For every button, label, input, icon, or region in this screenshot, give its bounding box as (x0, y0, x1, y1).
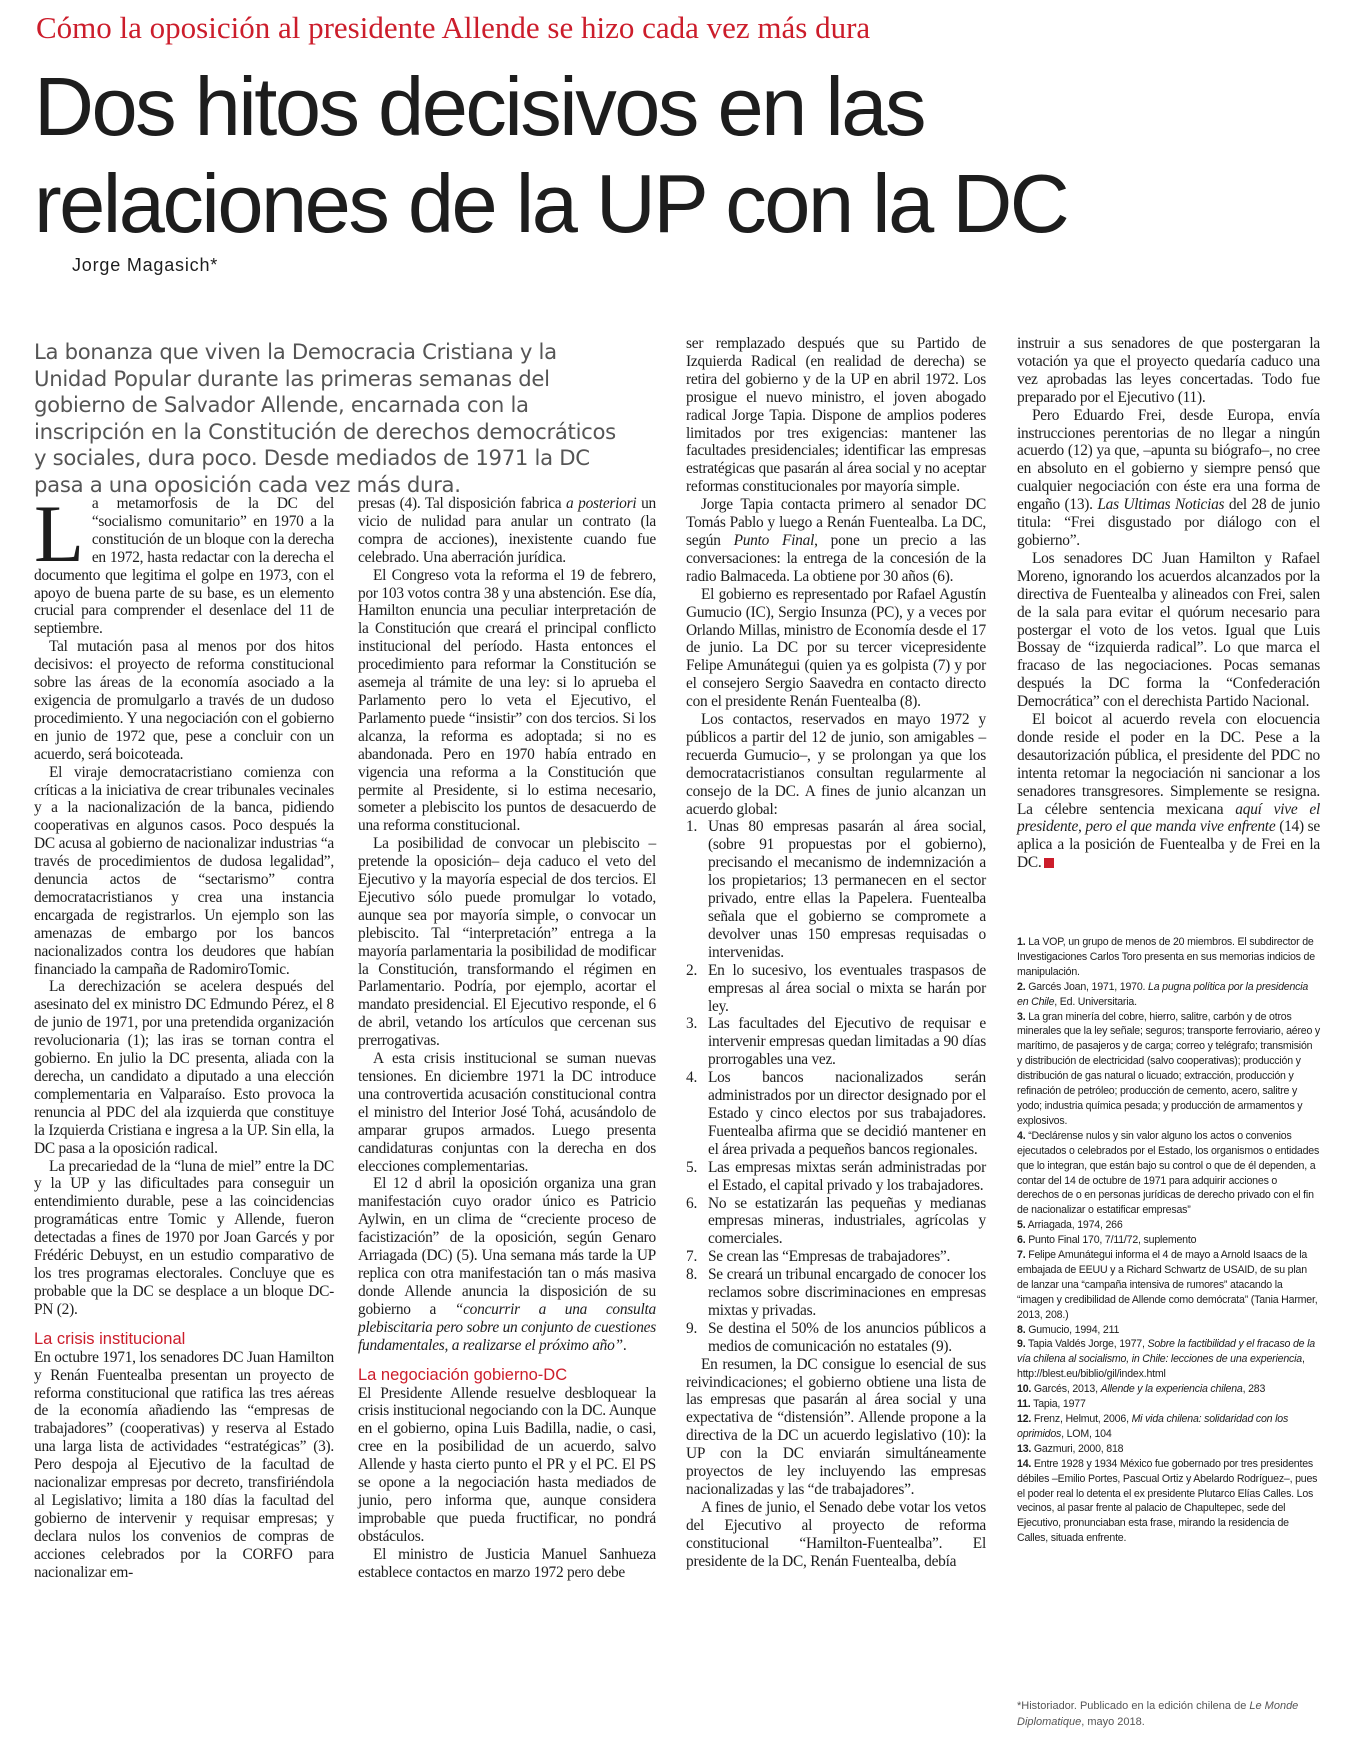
col2-p2: El Congreso vota la reforma el 19 de febrero, por 103 votos contra 38 y una abstención. Ese día, Hamilton enuncia una peculiar interpretación de la Constitución que creará el principal conflicto institucional del período. Hasta entonces el procedimiento para reformar la Constitución se asemeja al trámite de una ley: si lo aprueba el Parlamento pero lo veta el Ejecutivo, el Parlamento puede “insistir” con dos tercios. Si los alcanza, la reforma es adoptada; si no es abandonada. Pero en 1970 había entrado en vigencia una reforma a la Constitución que permite al Presidente, si lo estima necesario, someter a plebiscito los puntos de desacuerdo de una reforma constitucional. (358, 566, 656, 835)
footnote: 3. La gran minería del cobre, hierro, salitre, carbón y de otros minerales que la ley señale; seguros; transporte ferroviario, aéreo y marítimo, de pasajeros y de carga; correo y telégrafo; transmisión y distribución de electricidad (salvo cooperativas); producción y distribución de gas natural o licuado; extracción, producción y refinación de petróleo; producción de cemento, acero, salitre y yodo; industria química pesada; y producción de armamentos y explosivos. (1017, 1010, 1320, 1127)
lede: La bonanza que viven la Democracia Cristiana y la Unidad Popular durante las primeras semanas del gobierno de Salvador Allende, encarnada con la inscripción en la Constitución de derechos democráticos y sociales, dura poco. Desde mediados de 1971 la DC pasa a una oposición cada vez más dura. (34, 339, 616, 497)
list-item: 6. No se estatizarán las pequeñas y medianas empresas mineras, industriales, agrícolas y comerciales. (686, 1194, 986, 1248)
footnote: 8. Gumucio, 1994, 211 (1017, 1323, 1120, 1336)
list-item: 2. En lo sucesivo, los eventuales traspasos de empresas al área social o mixta se harán por ley. (686, 961, 986, 1015)
footnote: 5. Arriagada, 1974, 266 (1017, 1219, 1123, 1232)
col3-p1: ser remplazado después que su Partido de Izquierda Radical (en realidad de derecha) se retira del gobierno y de la UP en abril 1972. Los prosigue el nuevo ministro, el joven abogado radical Jorge Tapia. Dispone de amplios poderes limitados por tres exigencias: mantener las facultades presidenciales; identificar las empresas estratégicas que pasarán al área social y no aceptar reformas constitucionales por mayoría simple. (686, 335, 986, 496)
col1-p4: La derechización se acelera después del asesinato del ex ministro DC Edmundo Pérez, el 8 de junio de 1971, por una pretendida organización revolucionaria (1); las iras se tornan contra el gobierno. En julio la DC presenta, aliada con la derecha, un candidato a diputado a una elección complementaria en Valparaíso. Esto provoca la renuncia al PDC del ala izquierda que constituye la Izquierda Cristiana e ingresa a la UP. Sin ella, la DC pasa a la oposición radical. (34, 978, 334, 1157)
byline: Jorge Magasich* (72, 255, 219, 275)
footnote: 10. Garcés, 2013, Allende y la experiencia chilena, 283 (1017, 1383, 1266, 1396)
list-item: 8. Se creará un tribunal encargado de conocer los reclamos sobre discriminaciones en empresas mixtas y privadas. (686, 1266, 986, 1319)
footnote: 9. Tapia Valdés Jorge, 1977, Sobre la factibilidad y el fracaso de la vía chilena al socialismo, in Chile: lecciones de una experiencia, http://blest.eu/biblio/gil/index.html (1017, 1338, 1315, 1381)
column-3 (686, 335, 986, 1571)
list-item: 3. Las facultades del Ejecutivo de requisar e intervenir empresas quedan limitadas a 90 días prorrogables una vez. (686, 1015, 986, 1069)
col4-p1: instruir a sus senadores de que postergaran la votación ya que el proyecto quedaría caduco una vez aprobadas las leyes concertadas. Todo fue preparado por el Ejecutivo (11). (1017, 335, 1320, 406)
footnote: 6. Punto Final 170, 7/11/72, suplemento (1017, 1234, 1197, 1247)
col4-p4: El boicot al acuerdo revela con elocuencia donde reside el poder en la DC. Pese a la desautorización pública, el presidente del PDC no intenta retomar la negociación ni sancionar a los senadores transgresores. Simplemente se resigna. La célebre sentencia mexicana aquí vive el presidente, pero el que manda vive enfrente (14) se aplica a la posición de Fuentealba y de Frei en la DC. (1017, 711, 1320, 872)
col4-p2: Pero Eduardo Frei, desde Europa, envía instrucciones perentorias de no llegar a ningún acuerdo (12) ya que, –apunta su biógrafo–, no cree en absoluto en el gobierno y siempre pensó que cualquier negociación con éste era una forma de engaño (13). Las Ultimas Noticias del 28 de junio titula: “Frei disgustado por diálogo con el gobierno”. (1017, 406, 1320, 549)
col1-p1: La metamorfosis de la DC del “socialismo comunitario” en 1970 a la constitución de un bloque con la derecha en 1972, hasta redactar con la derecha el documento que legitima el golpe en 1973, con el apoyo de buena parte de su base, es un elemento crucial para comprender el desenlace del 11 de septiembre. (34, 488, 334, 638)
col1-p6: En octubre 1971, los senadores DC Juan Hamilton y Renán Fuentealba presentan un proyecto de reforma constitucional que ratifica las tres aéreas de la economía añadiendo las “empresas de trabajadores” (cooperativas) y reserva al Estado una larga lista de actividades “estratégicas” (3). Pero despoja al Ejecutivo de la facultad de nacionalizar empresas por decreto, transfiriéndola al Legislativo; limita a 180 días la facultad del gobierno de intervenir y requisar empresas; y declara nulos los convenios de compras de acciones celebrados por la CORFO para nacionalizar em- (34, 1348, 334, 1581)
headline-line-1: Dos hitos decisivos en las (34, 60, 924, 153)
col2-p1: presas (4). Tal disposición fabrica a posteriori un vicio de nulidad para anular un contrato (la compra de acciones), inexistente cuando fue celebrado. Una aberración jurídica. (358, 495, 656, 566)
headline (34, 58, 1334, 252)
list-item: 7. Se crean las “Empresas de trabajadores”. (686, 1248, 951, 1266)
column-4 (1017, 335, 1320, 872)
list-item: 1. Unas 80 empresas pasarán al área social, (sobre 91 propuestas por el gobierno), precisando el mecanismo de indemnización a los propietarios; 13 permanecen en el sector privado, entre ellas la Papelera. Fuentealba señala que el gobierno se compromete a devolver unas 150 empresas requisadas o intervenidas. (686, 818, 986, 961)
subhead-crisis-institucional: La crisis institucional (34, 1329, 186, 1348)
footnote: 4. “Declárense nulos y sin valor alguno los actos o convenios ejecutados o celebrados por el Estado, los organismos o entidades que lo integran, que están bajo su control o que de él dependen, a contar del 14 de octubre de 1971 para adquirir acciones o derechos de o en personas jurídicas de derecho privado con el fin de nacionalizar o estatificar empresas” (1017, 1129, 1320, 1217)
list-item: 9. Se destina el 50% de los anuncios públicos a medios de comunicación no estatales (9). (686, 1319, 986, 1355)
headline-line-2: relaciones de la UP con la DC (34, 157, 1068, 250)
col3-p3: El gobierno es representado por Rafael Agustín Gumucio (IC), Sergio Insunza (PC), y a veces por Orlando Millas, ministro de Economía desde el 17 de junio. La DC por su tercer vicepresidente Felipe Amunátegui (quien ya es golpista (7) y por el consejero Sergio Saavedra en contacto directo con el presidente Renán Fuentealba (8). (686, 585, 986, 711)
list-item: 5. Las empresas mixtas serán administradas por el Estado, el capital privado y los trabajadores. (686, 1158, 986, 1194)
end-mark-icon (1044, 858, 1054, 868)
agreement-list (686, 818, 986, 1355)
col3-p5: En resumen, la DC consigue lo esencial de sus reivindicaciones; el gobierno obtiene una lista de las empresas que pasarán al área social y una expectativa de “distensión”. Allende propone a la directiva de la DC un acuerdo legislativo (10): la UP con la DC enviarán simultáneamente proyectos de ley incluyendo las empresas nacionalizadas y las “de trabajadores”. (686, 1355, 986, 1498)
col1-p2: Tal mutación pasa al menos por dos hitos decisivos: el proyecto de reforma constitucional sobre las áreas de la economía asociado a la exigencia de promulgarlo a través de un dudoso procedimiento. Y una negociación con el gobierno en junio de 1972 que, pese a concluir con un acuerdo, será boicoteada. (34, 638, 334, 763)
kicker: Cómo la oposición al presidente Allende se hizo cada vez más dura (36, 10, 871, 45)
footnotes (1017, 935, 1320, 1546)
col2-p7: El ministro de Justicia Manuel Sanhueza establece contactos en marzo 1972 pero debe (358, 1545, 656, 1581)
col3-p4: Los contactos, reservados en mayo 1972 y públicos a partir del 12 de junio, son amigables –recuerda Gumucio–, y se prolongan ya que los democratacristianos consultan regularmente al consejo de la DC. A fines de junio alcanzan un acuerdo global: (686, 711, 986, 818)
col1-p5: La precariedad de la “luna de miel” entre la DC y la UP y las dificultades para conseguir un entendimiento durable, pese a las coincidencias programáticas entre Tomic y Allende, fueron detectadas a fines de 1970 por Joan Garcés y por Frédéric Debuyst, en un estudio comparativo de los tres programas electorales. Concluye que es probable que la DC se desplace a un bloque DC-PN (2). (34, 1157, 334, 1318)
footnote: 14. Entre 1928 y 1934 México fue gobernado por tres presidentes débiles –Emilio Portes, Pascual Ortiz y Abelardo Rodríguez–, pues el poder real lo detenta el ex presidente Plutarco Elías Calles. Los vecinos, al pasar frente al palacio de Chapultepec, sede del Ejecutivo, pronunciaban esta frase, mirando la residencia de Calles, situada enfrente. (1017, 1457, 1318, 1545)
subhead-negociacion: La negociación gobierno-DC (358, 1365, 568, 1384)
col3-p6: A fines de junio, el Senado debe votar los vetos del Ejecutivo al proyecto de reforma constitucional “Hamilton-Fuentealba”. El presidente de la DC, Renán Fuentealba, debía (686, 1498, 986, 1570)
col2-p5: El 12 d abril la oposición organiza una gran manifestación cuyo orador único es Patricio Aylwin, en un clima de “creciente proceso de facistización” de la oposición, según Genaro Arriagada (DC) (5). Una semana más tarde la UP replica con otra manifestación tan o más masiva donde Allende anuncia la disposición de su gobierno a “concurrir a una consulta plebiscitaria pero sobre un conjunto de cuestiones fundamentales, a realizarse el próximo año”. (358, 1175, 656, 1354)
footnote: 7. Felipe Amunátegui informa el 4 de mayo a Arnold Isaacs de la embajada de EEUU y a Richard Schwartz de USAID, de su plan de lanzar una “campaña intensiva de rumores” atacando la “imagen y credibilidad de Allende como demócrata” (Tania Harmer, 2013, 208.) (1017, 1249, 1318, 1321)
footnote: 13. Gazmuri, 2000, 818 (1017, 1442, 1124, 1455)
list-item: 4. Los bancos nacionalizados serán administrados por un director designado por el Estado y cinco electos por sus trabajadores. Fuentealba afirma que se decidió mantener en el área privada a pequeños bancos regionales. (686, 1069, 986, 1158)
column-1 (34, 488, 334, 1581)
col2-p3: La posibilidad de convocar un plebiscito –pretende la oposición– deja caduco el veto del Ejecutivo y la mayoría especial de dos tercios. El Ejecutivo sólo puede promulgar lo votado, aunque sea por mayoría simple, o convocar un plebiscito. Tal “interpretación” entrega a la mayoría parlamentaria la posibilidad de modificar la Constitución, transformando el régimen en Parlamentario. Podría, por ejemplo, acortar el mandato presidencial. El Ejecutivo responde, el 6 de abril, vetando los artículos que cercenan sus prerrogativas. (358, 835, 656, 1050)
col3-p2: Jorge Tapia contacta primero al senador DC Tomás Pablo y luego a Renán Fuentealba. La DC, según Punto Final, pone un precio a las conversaciones: la entrega de la concesión de la radio Balmaceda. La obtiene por 30 años (6). (686, 496, 986, 585)
col1-p3: El viraje democratacristiano comienza con críticas a la iniciativa de crear tribunales vecinales y a la nacionalización de la banca, pidiendo cooperativas en algunos casos. Poco después la DC acusa al gobierno de nacionalizar industrias “a través de procedimientos de dudosa legalidad”, denuncia actos de “sectarismo” contra democratacristianos y crea una instancia encargada de registrarlos. Un ejemplo son las amenazas de embargo por los bancos nacionalizados contra los deudores que habían financiado la campaña de RadomiroTomic. (34, 763, 334, 978)
col4-p3: Los senadores DC Juan Hamilton y Rafael Moreno, ignorando los acuerdos alcanzados por la directiva de Fuentealba y alineados con Frei, salen de la sala para evitar el quórum necesario para postergar el voto de los vetos. Igual que Luis Bossay de “izquierda radical”. Lo que marca el fracaso de las negociaciones. Pocas semanas después la DC forma la “Confederación Democrática” con el derechista Partido Nacional. (1017, 549, 1320, 711)
footnote: 12. Frenz, Helmut, 2006, Mi vida chilena: solidaridad con los oprimidos, LOM, 104 (1017, 1413, 1289, 1440)
author-note: *Historiador. Publicado en la edición chilena de Le Monde Diplomatique, mayo 2018. (1017, 1700, 1299, 1728)
footnote: 2. Garcés Joan, 1971, 1970. La pugna política por la presidencia en Chile, Ed. Universitaria. (1017, 980, 1309, 1008)
footnote: 1. La VOP, un grupo de menos de 20 miembros. El subdirector de Investigaciones Carlos Toro presenta en sus memorias indicios de manipulación. (1017, 936, 1315, 978)
column-2 (358, 495, 656, 1581)
footnote: 11. Tapia, 1977 (1017, 1398, 1086, 1411)
col2-p4: A esta crisis institucional se suman nuevas tensiones. En diciembre 1971 la DC introduce una controvertida acusación constitucional contra el ministro del Interior José Tohá, acusándolo de amparar grupos armados. Luego presenta candidaturas conjuntas con la derecha en dos elecciones complementarias. (358, 1050, 656, 1175)
col2-p6: El Presidente Allende resuelve desbloquear la crisis institucional negociando con la DC. Aunque en el gobierno, opina Luis Badilla, nadie, o casi, cree en la posibilidad de un acuerdo, salvo Allende y hasta cierto punto el PR y el PC. El PS se opone a la negociación hasta mediados de junio, pero informa que, aunque considera improbable que pueda fructificar, no pondrá obstáculos. (358, 1384, 656, 1545)
drop-cap: L (34, 488, 84, 579)
